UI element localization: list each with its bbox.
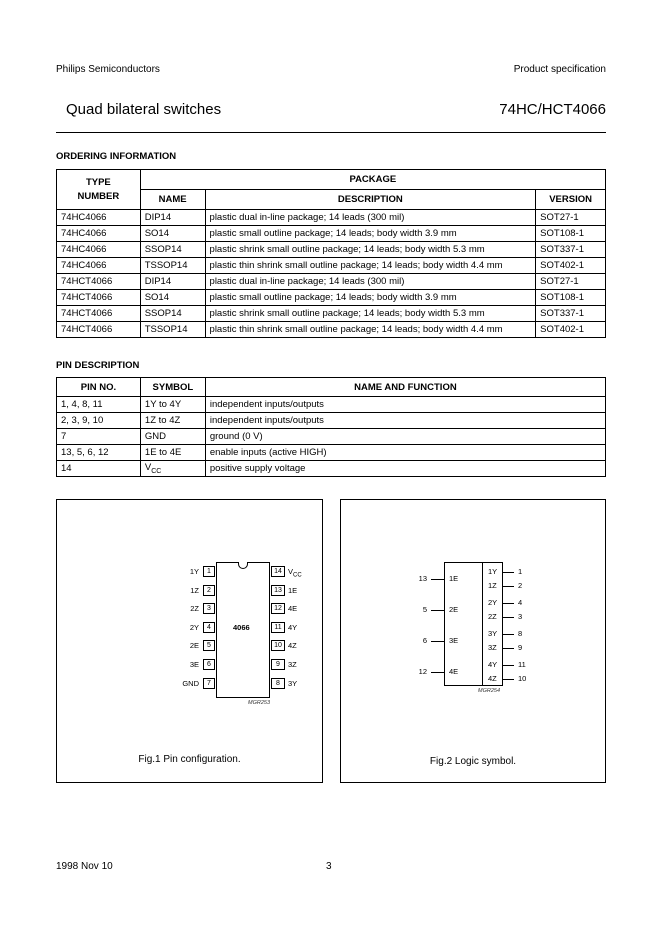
- description-cell: plastic small outline package; 14 leads; body width 3.9 mm: [205, 226, 536, 242]
- function-cell: enable inputs (active HIGH): [205, 445, 605, 461]
- pin-number: 9: [271, 659, 285, 670]
- output-lead: [502, 679, 514, 680]
- y-pin-number: 4: [518, 598, 523, 607]
- input-label: 2E: [449, 605, 459, 614]
- pin-label: [288, 659, 297, 670]
- table-row: [57, 429, 606, 445]
- pin-description-heading: PIN DESCRIPTION: [56, 360, 140, 371]
- package-name-cell: TSSOP14: [140, 258, 205, 274]
- fig1-caption: Fig.1 Pin configuration.: [138, 754, 241, 765]
- pin-number: 10: [271, 640, 285, 651]
- input-pin-number: 5: [422, 605, 427, 614]
- pin-number: 7: [203, 678, 215, 689]
- type-number-cell: 74HCT4066: [57, 290, 141, 306]
- pin-label: [288, 566, 302, 582]
- description-cell: plastic thin shrink small outline package; 14 leads; body width 4.4 mm: [205, 258, 536, 274]
- pin-number: 5: [203, 640, 215, 651]
- pin-table: [56, 377, 606, 477]
- pin-number: 8: [271, 678, 285, 689]
- pin-label: 1Z: [190, 585, 199, 595]
- pin-cell: 7: [57, 429, 141, 445]
- version-cell: SOT337-1: [536, 306, 606, 322]
- pin-configuration-figure: [56, 499, 323, 783]
- type-number-cell: 74HCT4066: [57, 274, 141, 290]
- z-label: 1Z: [488, 581, 497, 590]
- output-lead: [502, 603, 514, 604]
- y-label: 3Y: [488, 629, 498, 638]
- version-cell: SOT27-1: [536, 274, 606, 290]
- page-number: 3: [326, 861, 332, 872]
- type-number-cell: 74HC4066: [57, 226, 141, 242]
- package-name-cell: SO14: [140, 290, 205, 306]
- input-lead: [431, 579, 444, 580]
- pin-label-text: 1E: [288, 585, 298, 595]
- z-label: 3Z: [488, 643, 497, 652]
- version-header: VERSION: [536, 190, 606, 210]
- function-cell: ground (0 V): [205, 429, 605, 445]
- input-label: 1E: [449, 574, 459, 583]
- pin-label: [288, 678, 297, 689]
- part-number: 74HC/HCT4066: [499, 101, 606, 118]
- function-cell: positive supply voltage: [205, 461, 605, 477]
- version-cell: SOT402-1: [536, 322, 606, 338]
- pin-number: 11: [271, 622, 285, 633]
- figure-code: MGR253: [248, 700, 271, 706]
- table-row: [57, 258, 606, 274]
- table-row: [57, 290, 606, 306]
- table-row: [57, 445, 606, 461]
- ordering-table: [56, 169, 606, 338]
- pin-cell: 2, 3, 9, 10: [57, 413, 141, 429]
- output-lead: [502, 665, 514, 666]
- table-row: [57, 226, 606, 242]
- z-pin-number: 2: [518, 581, 523, 590]
- pin-label-text: 4Y: [288, 622, 298, 632]
- y-pin-number: 8: [518, 629, 523, 638]
- table-row: [57, 461, 606, 477]
- type-number-cell: 74HCT4066: [57, 306, 141, 322]
- package-name-cell: SSOP14: [140, 306, 205, 322]
- output-lead: [502, 634, 514, 635]
- pin-number: 4: [203, 622, 215, 633]
- description-header: DESCRIPTION: [205, 190, 536, 210]
- version-cell: SOT108-1: [536, 290, 606, 306]
- pin-label: GND: [182, 678, 199, 688]
- type-number-cell: 74HC4066: [57, 210, 141, 226]
- type-number-cell: 74HC4066: [57, 242, 141, 258]
- function-cell: independent inputs/outputs: [205, 413, 605, 429]
- input-pin-number: 13: [418, 574, 427, 583]
- output-lead: [502, 586, 514, 587]
- input-pin-number: 6: [422, 636, 427, 645]
- package-name-cell: TSSOP14: [140, 322, 205, 338]
- table-row: [57, 397, 606, 413]
- z-pin-number: 9: [518, 643, 523, 652]
- ordering-heading: ORDERING INFORMATION: [56, 151, 177, 162]
- version-cell: SOT337-1: [536, 242, 606, 258]
- symbol-cell: 1Z to 4Z: [140, 413, 205, 429]
- version-cell: SOT402-1: [536, 258, 606, 274]
- type-number-cell: 74HCT4066: [57, 322, 141, 338]
- table-row: [57, 413, 606, 429]
- symbol-cell: 1E to 4E: [140, 445, 205, 461]
- name-header: NAME: [140, 190, 205, 210]
- pin-number: 2: [203, 585, 215, 596]
- pin-cell: 1, 4, 8, 11: [57, 397, 141, 413]
- function-cell: independent inputs/outputs: [205, 397, 605, 413]
- pin-label-text: 3Y: [288, 678, 298, 688]
- pin-label: 2Y: [189, 622, 199, 632]
- description-cell: plastic shrink small outline package; 14 leads; body width 5.3 mm: [205, 306, 536, 322]
- input-label: 3E: [449, 636, 459, 645]
- description-cell: plastic dual in-line package; 14 leads (300 mil): [205, 274, 536, 290]
- output-lead: [502, 572, 514, 573]
- z-pin-number: 3: [518, 612, 523, 621]
- pin-label: [288, 640, 297, 651]
- pin-no-header: PIN NO.: [57, 378, 141, 397]
- input-pin-number: 12: [418, 667, 427, 676]
- function-header: NAME AND FUNCTION: [205, 378, 605, 397]
- pin-label: [288, 622, 297, 633]
- table-row: [57, 210, 606, 226]
- document-type: Product specification: [513, 64, 606, 75]
- version-cell: SOT108-1: [536, 226, 606, 242]
- pin-label: 2E: [189, 641, 199, 651]
- input-lead: [431, 610, 444, 611]
- z-pin-number: 10: [518, 674, 527, 683]
- table-row: [57, 306, 606, 322]
- description-cell: plastic shrink small outline package; 14 leads; body width 5.3 mm: [205, 242, 536, 258]
- table-row: [57, 274, 606, 290]
- page-title: Quad bilateral switches: [66, 101, 222, 118]
- y-pin-number: 1: [518, 567, 523, 576]
- pin-label: [288, 603, 297, 614]
- figure-code: MGR254: [478, 688, 501, 694]
- pin-number: 12: [271, 603, 285, 614]
- y-label: 1Y: [488, 567, 498, 576]
- pin-label-text: V: [288, 567, 294, 576]
- fig2-caption: Fig.2 Logic symbol.: [429, 756, 517, 767]
- description-cell: plastic small outline package; 14 leads; body width 3.9 mm: [205, 290, 536, 306]
- pin-label-sub: CC: [293, 572, 302, 579]
- pin-label: [288, 585, 297, 596]
- package-name-cell: SO14: [140, 226, 205, 242]
- y-label: 2Y: [488, 598, 498, 607]
- package-header: PACKAGE: [140, 170, 605, 190]
- pin-cell: 13, 5, 6, 12: [57, 445, 141, 461]
- footer-date: 1998 Nov 10: [56, 861, 113, 872]
- y-label: 4Y: [488, 660, 498, 669]
- pin-label-text: 3Z: [288, 660, 297, 669]
- pin-number: 14: [271, 566, 285, 577]
- output-lead: [502, 617, 514, 618]
- symbol-cell: 1Y to 4Y: [140, 397, 205, 413]
- package-name-cell: DIP14: [140, 274, 205, 290]
- pin-cell: 14: [57, 461, 141, 477]
- z-label: 4Z: [488, 674, 497, 683]
- input-lead: [431, 641, 444, 642]
- z-label: 2Z: [488, 612, 497, 621]
- pin-number: 1: [203, 566, 215, 577]
- description-cell: plastic thin shrink small outline package; 14 leads; body width 4.4 mm: [205, 322, 536, 338]
- table-row: [57, 242, 606, 258]
- pin-label-text: 4Z: [288, 641, 297, 651]
- chip-label: 4066: [233, 623, 250, 632]
- package-name-cell: SSOP14: [140, 242, 205, 258]
- pin-label-text: 4E: [288, 604, 298, 614]
- package-name-cell: DIP14: [140, 210, 205, 226]
- description-cell: plastic dual in-line package; 14 leads (300 mil): [205, 210, 536, 226]
- pin-label: 2Z: [190, 604, 199, 614]
- output-lead: [502, 648, 514, 649]
- title-rule: [56, 132, 606, 133]
- input-lead: [431, 672, 444, 673]
- symbol-cell: GND: [140, 429, 205, 445]
- version-cell: SOT27-1: [536, 210, 606, 226]
- pin-label: 1Y: [189, 567, 199, 576]
- company-name: Philips Semiconductors: [56, 64, 160, 75]
- pin-number: 13: [271, 585, 285, 596]
- y-pin-number: 11: [518, 660, 526, 669]
- type-number-header: TYPE NUMBER: [57, 170, 141, 210]
- input-label: 4E: [449, 667, 459, 676]
- logic-symbol-figure: [340, 499, 606, 783]
- pin-number: 6: [203, 659, 215, 670]
- pin-label: 3E: [189, 660, 199, 669]
- pin-number: 3: [203, 603, 215, 614]
- table-row: [57, 322, 606, 338]
- type-number-cell: 74HC4066: [57, 258, 141, 274]
- symbol-header: SYMBOL: [140, 378, 205, 397]
- symbol-cell: $V_{CC}$: [140, 461, 205, 477]
